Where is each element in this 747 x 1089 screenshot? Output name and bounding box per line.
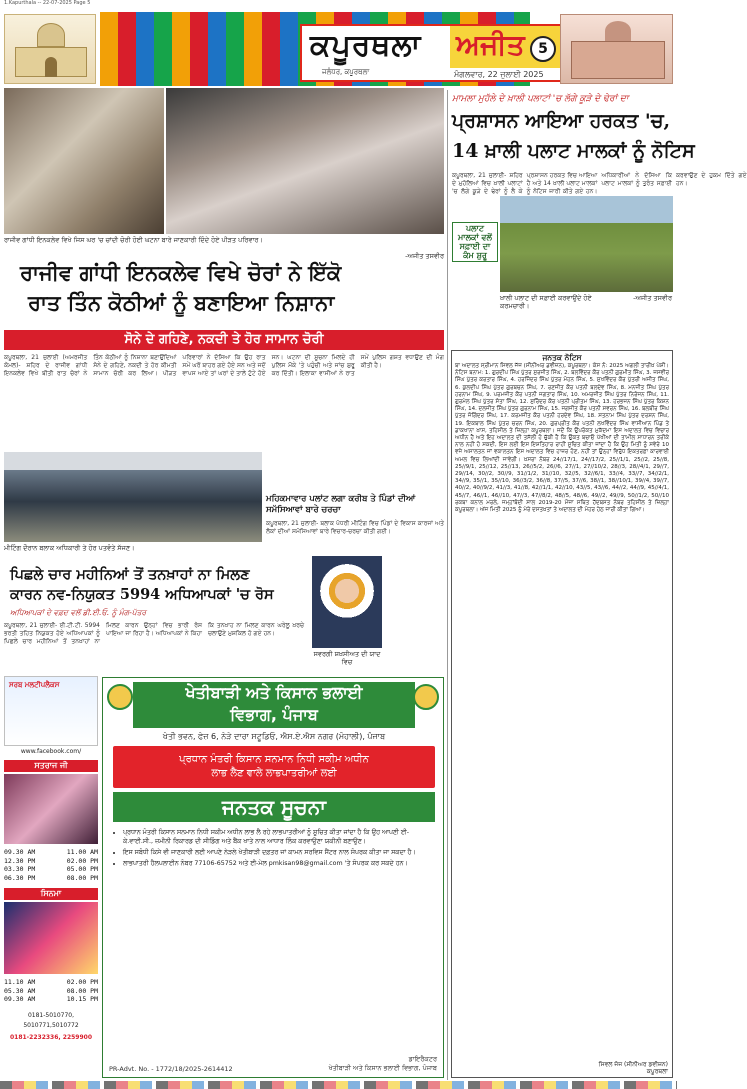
contact-line-2: 0181-5010770, [27,1012,75,1019]
portrait-photo [312,556,382,648]
plots-kicker: ਮਾਮਲਾ ਮੁਹੱਲੇ ਦੇ ਖ਼ਾਲੀ ਪਲਾਟਾਂ 'ਚ ਲੱਗੇ ਕੂੜੇ ਦੇ ਢੇਰਾਂ ਦਾ [452,94,629,104]
cinema1-row: 03.30 PM 05.00 PM [4,865,98,873]
teachers-subhead: ਅਧਿਆਪਕਾਂ ਦੇ ਵਫ਼ਦ ਵਲੋਂ ਡੀ.ਈ.ਓ. ਨੂੰ ਮੰਗ-ਪੱਤਰ [10,608,147,617]
agri-issuer-title: ਡਾਇਰੈਕਟਰ [408,1055,437,1063]
masthead-city-title: ਕਪੂਰਥਲਾ [310,28,422,63]
meeting-body: ਕਪੂਰਥਲਾ, 21 ਜੁਲਾਈ- ਬਲਾਕ ਪੱਧਰੀ ਮੀਟਿੰਗ ਵਿਚ ਪਿੰਡਾਂ ਦੇ ਵਿਕਾਸ ਕਾਰਜਾਂ ਅਤੇ ਲੋਕਾਂ ਦੀਆਂ ਸਮੱਸਿਆਵਾਂ ਬਾਰੇ ਵਿਚਾਰ-ਚਰਚਾ ਕੀਤੀ ਗਈ। [266,520,444,535]
page-number: 5 [530,36,556,62]
agri-point: • ਲਾਭਪਾਤਰੀ ਹੈਲਪਲਾਈਨ ਨੰਬਰ 77106-65752 ਅਤੇ ਈ-ਮੇਲ pmkisan98@gmail.com 'ਤੇ ਸੰਪਰਕ ਕਰ ਸਕਦੇ ਹਨ। [123,859,435,868]
cinema1-poster [4,774,98,844]
agri-dept-banner [133,682,415,728]
public-notice-signature [599,1061,668,1075]
agri-point: • ਇਸ ਸਬੰਧੀ ਕਿਸੇ ਵੀ ਜਾਣਕਾਰੀ ਲਈ ਆਪਣੇ ਨੇੜਲੇ ਖੇਤੀਬਾੜੀ ਦਫ਼ਤਰ ਜਾਂ ਕਾਮਨ ਸਰਵਿਸ ਸੈਂਟਰ ਨਾਲ ਸੰਪਰਕ ਕੀਤਾ ਜਾ ਸਕਦਾ ਹੈ। [123,848,435,857]
cinema2-row: 05.30 AM 08.00 PM [4,986,98,995]
meeting-photo [4,452,262,542]
cinema1-timetable [4,848,98,882]
cinema2-timetable [4,978,98,1004]
public-notice-body: ਬਾ ਅਦਾਲਤ ਸ੍ਰੀਮਾਨ ਸਿਵਲ ਜੱਜ (ਸੀਨੀਅਰ ਡਵੀਜ਼ਨ), ਕਪੂਰਥਲਾ। ਕੇਸ ਨੰ: 2025 ਅਗਲੀ ਤਾਰੀਖ਼ ਪੇਸ਼ੀ। ਨੋਟਿਸ ਬਨਾਮ: 1. ਗੁਰਦੀਪ ਸਿੰਘ ਪੁੱਤਰ ਸੁਰਜੀਤ ਸਿੰਘ, 2. ਬਲਵਿੰਦਰ ਕੌਰ ਪਤਨੀ ਗੁਰਮੀਤ ਸਿੰਘ, 3. ਜਸਵੀਰ ਸਿੰਘ ਪੁੱਤਰ ਕਰਤਾਰ ਸਿੰਘ, 4. ਹਰਜਿੰਦਰ ਸਿੰਘ ਪੁੱਤਰ ਮੋਹਨ ਸਿੰਘ, 5. ਸੁਖਵਿੰਦਰ ਕੌਰ ਪੁੱਤਰੀ ਅਜੀਤ ਸਿੰਘ, 6. ਕੁਲਦੀਪ ਸਿੰਘ ਪੁੱਤਰ ਗੁਰਬਚਨ ਸਿੰਘ, 7. ਰਣਜੀਤ ਕੌਰ ਪਤਨੀ ਬਲਦੇਵ ਸਿੰਘ, 8. ਮਨਜੀਤ ਸਿੰਘ ਪੁੱਤਰ ਹਰਨਾਮ ਸਿੰਘ, 9. ਪਰਮਜੀਤ ਕੌਰ ਪਤਨੀ ਜਗਤਾਰ ਸਿੰਘ, 10. ਅਮਰਜੀਤ ਸਿੰਘ ਪੁੱਤਰ ਨਿਰੰਜਨ ਸਿੰਘ, 11. ਗੁਰਮੇਲ ਸਿੰਘ ਪੁੱਤਰ ਸੰਤਾ ਸਿੰਘ, 12. ਸੁਰਿੰਦਰ ਕੌਰ ਪਤਨੀ ਪ੍ਰੀਤਮ ਸਿੰਘ, 13. ਹਰਭਜਨ ਸਿੰਘ ਪੁੱਤਰ ਕਿਸ਼ਨ ਸਿੰਘ, 14. ਦਲਜੀਤ ਸਿੰਘ ਪੁੱਤਰ ਗੁਰਨਾਮ ਸਿੰਘ, 15. ਜਗਜੀਤ ਕੌਰ ਪਤਨੀ ਸਵਰਨ ਸਿੰਘ, 16. ਬਲਬੀਰ ਸਿੰਘ ਪੁੱਤਰ ਜੋਗਿੰਦਰ ਸਿੰਘ, 17. ਕਰਮਜੀਤ ਕੌਰ ਪਤਨੀ ਹਰਦੇਵ ਸਿੰਘ, 18. ਸਤਨਾਮ ਸਿੰਘ ਪੁੱਤਰ ਦਰਸ਼ਨ ਸਿੰਘ, 19. ਇਕਬਾਲ ਸਿੰਘ ਪੁੱਤਰ ਚਰਨ ਸਿੰਘ, 20. ਗੁਰਪ੍ਰੀਤ ਕੌਰ ਪਤਨੀ ਲਖਵਿੰਦਰ ਸਿੰਘ ਵਾਸੀਆਨ ਪਿੰਡ ਤੇ ਡਾਕਖਾਨਾ ਖ਼ਾਸ, ਤਹਿਸੀਲ ਤੇ ਜ਼ਿਲ੍ਹਾ ਕਪੂਰਥਲਾ। ਜਦੋਂ ਕਿ ਉਪਰੋਕਤ ਮੁਕੱਦਮਾ ਇਸ ਅਦਾਲਤ ਵਿਚ ਵਿਚਾਰ ਅਧੀਨ ਹੈ ਅਤੇ ਇਹ ਅਦਾਲਤ ਦੀ ਤਸੱਲੀ ਹੋ ਚੁੱਕੀ ਹੈ ਕਿ ਉਕਤ ਬਚਾਓ ਪੱਖੀਆਂ ਦੀ ਤਾਮੀਲ ਸਾਧਾਰਨ ਤਰੀਕੇ ਨਾਲ ਨਹੀਂ ਹੋ ਸਕਦੀ, ਇਸ ਲਈ ਇਸ ਇਸ਼ਤਿਹਾਰ ਰਾਹੀਂ ਸੂਚਿਤ ਕੀਤਾ ਜਾਂਦਾ ਹੈ ਕਿ ਉਹ ਮਿਤੀ ਨੂੰ ਸਵੇਰੇ 10 ਵਜੇ ਅਸਾਲਤਨ ਜਾਂ ਵਕਾਲਤਨ ਇਸ ਅਦਾਲਤ ਵਿਚ ਹਾਜ਼ਰ ਹੋਣ, ਨਹੀਂ ਤਾਂ ਉਨ੍ਹਾਂ ਵਿਰੁੱਧ ਇਕਤਰਫ਼ਾ ਕਾਰਵਾਈ ਅਮਲ ਵਿਚ ਲਿਆਂਦੀ ਜਾਵੇਗੀ। ਖ਼ਸਰਾ ਨੰਬਰ 24//17/1, 24//17/2, 25//1/1, 25//2, 25//8, 25//9/1, 25//12, 25//13, 26//5/2, 26//6, 27//1, 27//10/2, 28//3, 28//4/1, 29//7, 29//14, 30//2, 30//9, 31//1/2, 31//10, 32//5, 32//6/1, 33//4, 33//7, 34//2/1, 34//9, 35//1, 35//10, 36//3/2, 36//8, 37//5, 37//6, 38//1, 38//10/1, 39//4, 39//7, 40//2, 40//9/2, 41//3, 41//8, 42//1/1, 42//10, 43//5, 43//6, 44//2, 44//9, 45//4/1, 45//7, 46//1, 46//10, 47//3, 47//8/2, 48//5, 48//6, 49//2, 49//9, 50//1/2, 50//10 ਰਕਬਾ ਕਨਾਲ ਮਰਲੇ, ਜਮ੍ਹਾਂਬੰਦੀ ਸਾਲ 2019-20 ਮੌਜਾ ਸਥਿਤ ਹੱਦਬਸਤ ਨੰਬਰ ਤਹਿਸੀਲ ਤੇ ਜ਼ਿਲ੍ਹਾ ਕਪੂਰਥਲਾ। ਅੱਜ ਮਿਤੀ 2025 ਨੂੰ ਮੇਰੇ ਦਸਤਖ਼ਤਾਂ ਤੇ ਅਦਾਲਤ ਦੀ ਮੋਹਰ ਹੇਠ ਜਾਰੀ ਕੀਤਾ ਗਿਆ। [455,363,669,514]
multiplex-ad [4,676,98,746]
teachers-body: ਕਪੂਰਥਲਾ, 21 ਜੁਲਾਈ- ਈ.ਟੀ.ਟੀ. 5994 ਭਰਤੀ ਤਹਿਤ ਨਿਯੁਕਤ ਹੋਏ ਅਧਿਆਪਕਾਂ ਨੂੰ ਪਿਛਲੇ ਚਾਰ ਮਹੀਨਿਆਂ ਤੋਂ ਤਨਖ਼ਾਹਾਂ ਨਾ ਮਿਲਣ ਕਾਰਨ ਉਨ੍ਹਾਂ ਵਿਚ ਭਾਰੀ ਰੋਸ ਪਾਇਆ ਜਾ ਰਿਹਾ ਹੈ। ਅਧਿਆਪਕਾਂ ਨੇ ਕਿਹਾ ਕਿ ਤਨਖ਼ਾਹ ਨਾ ਮਿਲਣ ਕਾਰਨ ਘਰੇਲੂ ਖ਼ਰਚੇ ਚਲਾਉਣੇ ਮੁਸ਼ਕਿਲ ਹੋ ਗਏ ਹਨ। [4,622,304,645]
cinema1-row: 06.30 PM 08.00 PM [4,873,98,882]
meeting-headline: ਮਹਿਕਮਾਵਾਰ ਪਲਾਂਟ ਲਗਾ ਕਰੀਬ ਤੇ ਪਿੰਡਾਂ ਦੀਆਂ ਸਮੱਸਿਆਵਾਂ ਬਾਰੇ ਚਰਚਾ [266,494,416,515]
plots-photo [500,196,673,292]
plots-headline-line1: ਪ੍ਰਸ਼ਾਸਨ ਆਇਆ ਹਰਕਤ 'ਚ, [452,110,671,132]
public-notice-sign-line2: ਕਪੂਰਥਲਾ [646,1068,668,1075]
teachers-headline-line1: ਪਿਛਲੇ ਚਾਰ ਮਹੀਨਿਆਂ ਤੋਂ ਤਨਖ਼ਾਹਾਂ ਨਾ ਮਿਲਣ [10,566,250,583]
agri-notice-title: ਜਨਤਕ ਸੂਚਨਾ [113,792,435,822]
pr-advt-number: PR-Advt. No. - 1772/18/2025-2614412 [109,1065,233,1073]
cinema1-title: ਸਤਰਾਜ ਜੀ [4,760,98,772]
theft-photo-credit: -ਅਜੀਤ ਤਸਵੀਰ [405,252,444,260]
theft-photo-family [166,88,444,234]
agri-points [113,828,435,870]
agri-address: ਖੇਤੀ ਭਵਨ, ਫੇਜ਼ 6, ਨੇੜੇ ਦਾਰਾ ਸਟੂਡਿਓ, ਐਸ.ਏ.ਐਸ ਨਗਰ (ਮੋਹਾਲੀ), ਪੰਜਾਬ [162,732,386,741]
plots-photo-caption: ਖ਼ਾਲੀ ਪਲਾਟ ਦੀ ਸਫ਼ਾਈ ਕਰਵਾਉਂਦੇ ਹੋਏ ਕਰਮਚਾਰੀ। [500,294,592,310]
theft-headline-line1: ਰਾਜੀਵ ਗਾਂਧੀ ਇਨਕਲੇਵ ਵਿਖੇ ਚੋਰਾਂ ਨੇ ਇੱਕੋ [20,260,342,285]
masthead-date: ਮੰਗਲਵਾਰ, 22 ਜੁਲਾਈ 2025 [454,70,544,79]
agri-dept-logo-icon [413,684,439,710]
agri-issuer-name: ਖੇਤੀਬਾੜੀ ਅਤੇ ਕਿਸਾਨ ਭਲਾਈ ਵਿਭਾਗ, ਪੰਜਾਬ [328,1064,437,1072]
portrait-caption: ਸਵਰਗੀ ਸ਼ਖ਼ਸੀਅਤ ਦੀ ਯਾਦ ਵਿਚ [313,650,381,666]
masthead [0,8,677,86]
masthead-banner [100,12,544,86]
contact-line-4: 0181-2232336, 2259900 [9,1034,92,1041]
agri-issuer [329,1055,437,1073]
masthead-paper-title: ਅਜੀਤ [456,28,525,61]
agri-scheme-banner [113,746,435,788]
theft-subhead: ਸੋਨੇ ਦੇ ਗਹਿਣੇ, ਨਕਦੀ ਤੇ ਹੋਰ ਸਾਮਾਨ ਚੋਰੀ [4,330,444,350]
column-divider [447,90,448,1080]
print-color-bar [0,1081,677,1089]
plots-body: ਕਪੂਰਥਲਾ, 21 ਜੁਲਾਈ- ਸ਼ਹਿਰ ਦੇ ਮੁਹੱਲਿਆਂ ਵਿਚ ਖ਼ਾਲੀ ਪਲਾਟਾਂ 'ਚ ਲੱਗੇ ਕੂੜੇ ਦੇ ਢੇਰਾਂ ਨੂੰ ਲੈ ਕੇ ਪ੍ਰਸ਼ਾਸਨ ਹਰਕਤ ਵਿਚ ਆਇਆ ਹੈ ਅਤੇ 14 ਖ਼ਾਲੀ ਪਲਾਟ ਮਾਲਕਾਂ ਨੂੰ ਨੋਟਿਸ ਜਾਰੀ ਕੀਤੇ ਗਏ ਹਨ। ਅਧਿਕਾਰੀਆਂ ਨੇ ਦੱਸਿਆ ਕਿ ਪਲਾਟ ਮਾਲਕਾਂ ਨੂੰ ਤੁਰੰਤ ਸਫ਼ਾਈ ਕਰਵਾਉਣ ਦੇ ਹੁਕਮ ਦਿੱਤੇ ਗਏ ਹਨ। [452,172,747,195]
contact-line-1: www.facebook.com/ [20,748,82,755]
contact-line-3: 5010771,5010772 [23,1022,79,1029]
plots-headline-line2: 14 ਖ਼ਾਲੀ ਪਲਾਟ ਮਾਲਕਾਂ ਨੂੰ ਨੋਟਿਸ [452,140,695,162]
print-slug: 1.Kapurthala -- 22-07-2025 Page 5 [4,0,91,6]
theft-body: ਕਪੂਰਥਲਾ, 21 ਜੁਲਾਈ (ਅਮਰਜੀਤ ਕੋਮਲ)- ਸ਼ਹਿਰ ਦੇ ਰਾਜੀਵ ਗਾਂਧੀ ਇਨਕਲੇਵ ਵਿਖੇ ਬੀਤੀ ਰਾਤ ਚੋਰਾਂ ਨੇ ਤਿੰਨ ਕੋਠੀਆਂ ਨੂੰ ਨਿਸ਼ਾਨਾ ਬਣਾਉਂਦਿਆਂ ਸੋਨੇ ਦੇ ਗਹਿਣੇ, ਨਕਦੀ ਤੇ ਹੋਰ ਕੀਮਤੀ ਸਾਮਾਨ ਚੋਰੀ ਕਰ ਲਿਆ। ਪੀੜਤ ਪਰਿਵਾਰਾਂ ਨੇ ਦੱਸਿਆ ਕਿ ਉਹ ਰਾਤ ਸਮੇਂ ਘਰੋਂ ਬਾਹਰ ਗਏ ਹੋਏ ਸਨ ਅਤੇ ਜਦੋਂ ਵਾਪਸ ਆਏ ਤਾਂ ਘਰਾਂ ਦੇ ਤਾਲੇ ਟੁੱਟੇ ਹੋਏ ਸਨ। ਘਟਨਾ ਦੀ ਸੂਚਨਾ ਮਿਲਦੇ ਹੀ ਪੁਲਿਸ ਮੌਕੇ 'ਤੇ ਪਹੁੰਚੀ ਅਤੇ ਜਾਂਚ ਸ਼ੁਰੂ ਕਰ ਦਿੱਤੀ। ਇਲਾਕਾ ਵਾਸੀਆਂ ਨੇ ਰਾਤ ਸਮੇਂ ਪੁਲਿਸ ਗਸ਼ਤ ਵਧਾਉਣ ਦੀ ਮੰਗ ਕੀਤੀ ਹੈ। [4,354,444,377]
agri-scheme-line2: ਲਾਭ ਲੈਣ ਵਾਲੇ ਲਾਭਪਾਤਰੀਆਂ ਲਈ [211,768,337,779]
theft-photo-caption: ਰਾਜੀਵ ਗਾਂਧੀ ਇਨਕਲੇਵ ਵਿਖੇ ਜਿਸ ਘਰ 'ਚ ਚਾਂਦੀ ਚੋਰੀ ਹੋਈ ਘਟਨਾ ਬਾਰੇ ਜਾਣਕਾਰੀ ਦਿੰਦੇ ਹੋਏ ਪੀੜਤ ਪਰਿਵਾਰ। [4,236,263,244]
agri-dept-line2: ਵਿਭਾਗ, ਪੰਜਾਬ [230,705,318,724]
cinema1-row: 12.30 PM 02.00 PM [4,856,98,865]
cinema1-row: 09.30 AM 11.00 AM [4,848,98,856]
cinema2-row: 11.10 AM 02.00 PM [4,978,98,986]
teachers-headline-line2: ਕਾਰਨ ਨਵ-ਨਿਯੁਕਤ 5994 ਅਧਿਆਪਕਾਂ 'ਚ ਰੋਸ [10,586,274,603]
public-notice-sign-line1: ਸਿਵਲ ਜੱਜ (ਸੀਨੀਅਰ ਡਵੀਜ਼ਨ) [598,1061,668,1068]
multiplex-ad-text: ਸਰਬ ਮਲਟੀਪਲੈਕਸ [9,681,60,689]
agri-advertisement [102,677,444,1078]
palace-image [560,14,673,84]
agri-dept-line1: ਖੇਤੀਬਾੜੀ ਅਤੇ ਕਿਸਾਨ ਭਲਾਈ [185,683,363,702]
cinema2-title: ਸਿਨਮਾ [4,888,98,900]
theft-photo-room [4,88,164,234]
side-column [4,676,98,1081]
public-notice-title: ਜਨਤਕ ਨੋਟਿਸ [542,353,582,362]
public-notice [451,350,673,1078]
masthead-title-box [300,24,570,82]
agri-scheme-line1: ਪ੍ਰਧਾਨ ਮੰਤਰੀ ਕਿਸਾਨ ਸਨਮਾਨ ਨਿਧੀ ਸਕੀਮ ਅਧੀਨ [179,754,369,765]
cinema2-poster [4,902,98,974]
agri-point: • ਪ੍ਰਧਾਨ ਮੰਤਰੀ ਕਿਸਾਨ ਸਨਮਾਨ ਨਿਧੀ ਸਕੀਮ ਅਧੀਨ ਲਾਭ ਲੈ ਰਹੇ ਲਾਭਪਾਤਰੀਆਂ ਨੂੰ ਸੂਚਿਤ ਕੀਤਾ ਜਾਂਦਾ ਹੈ ਕਿ ਉਹ ਆਪਣੀ ਈ-ਕੇ.ਵਾਈ.ਸੀ., ਜ਼ਮੀਨੀ ਰਿਕਾਰਡ ਦੀ ਸੀਡਿੰਗ ਅਤੇ ਬੈਂਕ ਖਾਤੇ ਨਾਲ ਆਧਾਰ ਲਿੰਕ ਕਰਵਾਉਣਾ ਯਕੀਨੀ ਬਣਾਉਣ। [123,828,435,846]
cinema2-row: 09.30 AM 10.15 PM [4,995,98,1003]
meeting-photo-caption: ਮੀਟਿੰਗ ਦੌਰਾਨ ਬਲਾਕ ਅਧਿਕਾਰੀ ਤੇ ਹੋਰ ਪਤਵੰਤੇ ਸੱਜਣ। [4,544,135,552]
masthead-subtitle: ਜਲੰਧਰ, ਕਪੂਰਥਲਾ [322,68,370,76]
plots-photo-credit: -ਅਜੀਤ ਤਸਵੀਰ [633,294,672,302]
punjab-emblem-icon [107,684,133,710]
theft-headline-line2: ਰਾਤ ਤਿੰਨ ਕੋਠੀਆਂ ਨੂੰ ਬਣਾਇਆ ਨਿਸ਼ਾਨਾ [28,290,335,315]
plots-tag: ਪਲਾਟ ਮਾਲਕਾਂ ਵਲੋਂ ਸਫ਼ਾਈ ਦਾ ਕੰਮ ਸ਼ੁਰੂ [452,222,498,262]
gurdwara-image [4,14,96,84]
